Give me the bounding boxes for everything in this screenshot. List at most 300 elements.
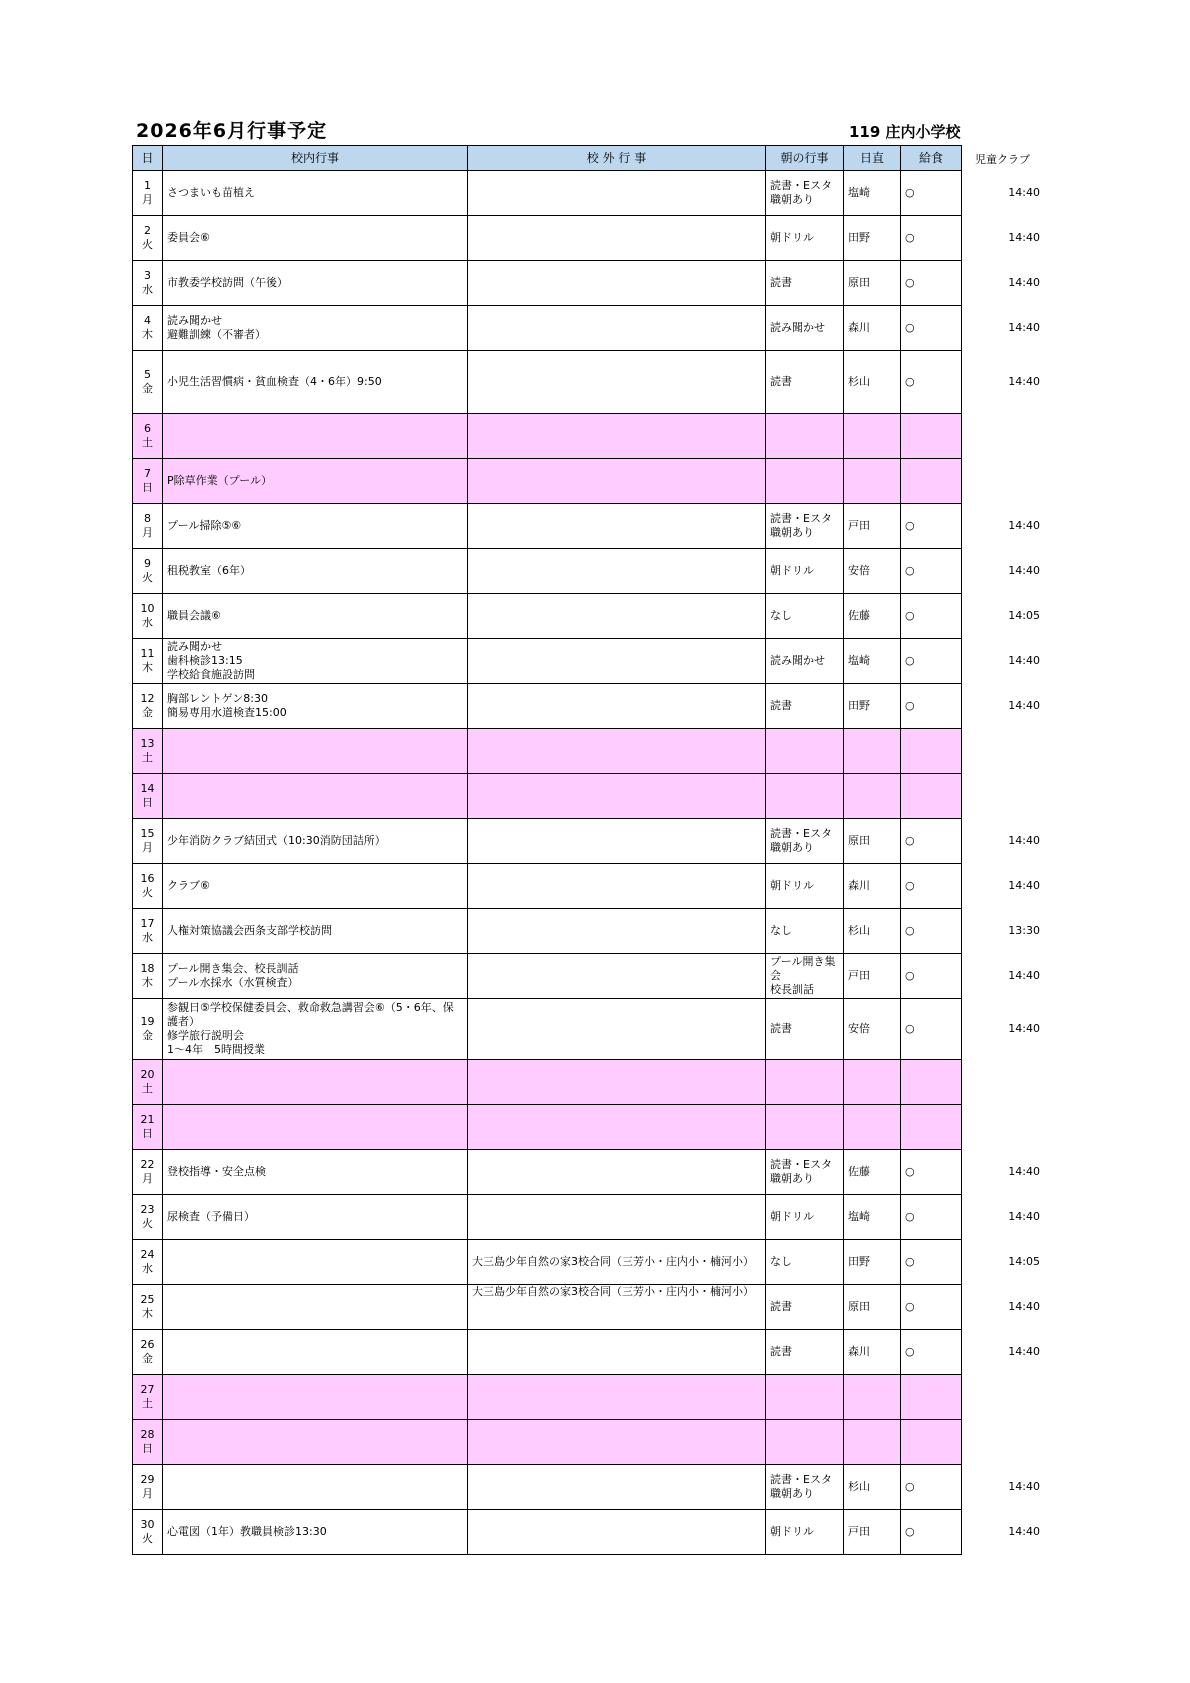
out-school-event [468, 1375, 766, 1420]
morning-activity: 読書 [766, 261, 844, 306]
weekday: 土 [142, 1397, 153, 1410]
table-row [133, 909, 962, 954]
morning-activity [766, 459, 844, 504]
morning-activity: 読み聞かせ [766, 306, 844, 351]
duty-teacher: 森川 [844, 306, 901, 351]
day-number: 27 [140, 1383, 155, 1396]
weekday: 火 [142, 886, 153, 899]
table-row [133, 774, 962, 819]
day-number: 11 [140, 647, 155, 660]
lunch-mark: ○ [901, 216, 962, 261]
out-school-event [468, 1510, 766, 1555]
club-time: 13:30 [1008, 923, 1040, 937]
weekday: 水 [142, 283, 153, 296]
weekday: 火 [142, 1217, 153, 1230]
out-school-event [468, 459, 766, 504]
day-number: 14 [140, 782, 155, 795]
lunch-mark [901, 729, 962, 774]
table-row [133, 729, 962, 774]
day-number: 13 [140, 737, 155, 750]
duty-teacher: 田野 [844, 1240, 901, 1285]
lunch-mark [901, 414, 962, 459]
club-time: 14:40 [1008, 1209, 1040, 1223]
day-cell [133, 954, 163, 999]
lunch-mark: ○ [901, 684, 962, 729]
duty-teacher: 佐藤 [844, 594, 901, 639]
morning-activity: 読書 [766, 999, 844, 1060]
duty-teacher: 森川 [844, 864, 901, 909]
day-cell [133, 1510, 163, 1555]
table-row [133, 999, 962, 1060]
weekday: 火 [142, 1532, 153, 1545]
in-school-event: 委員会⑥ [163, 216, 468, 261]
day-cell [133, 1285, 163, 1330]
duty-teacher: 原田 [844, 261, 901, 306]
weekday: 火 [142, 238, 153, 251]
lunch-mark [901, 1105, 962, 1150]
in-school-event [163, 1105, 468, 1150]
lunch-mark: ○ [901, 504, 962, 549]
day-cell [133, 171, 163, 216]
day-number: 2 [144, 224, 151, 237]
in-school-event: 職員会議⑥ [163, 594, 468, 639]
day-number: 3 [144, 269, 151, 282]
out-school-event [468, 819, 766, 864]
duty-teacher: 安倍 [844, 999, 901, 1060]
morning-activity: プール開き集会 校長訓話 [766, 954, 844, 999]
day-number: 9 [144, 557, 151, 570]
club-time: 14:40 [1008, 1021, 1040, 1035]
day-number: 15 [140, 827, 155, 840]
morning-activity [766, 1060, 844, 1105]
table-row [133, 171, 962, 216]
duty-teacher [844, 1375, 901, 1420]
weekday: 金 [142, 382, 153, 395]
day-number: 4 [144, 314, 151, 327]
weekday: 木 [142, 976, 153, 989]
out-school-event [468, 1195, 766, 1240]
day-number: 24 [140, 1248, 155, 1261]
morning-activity [766, 414, 844, 459]
table-row [133, 1420, 962, 1465]
in-school-event: 読み聞かせ 避難訓練（不審者） [163, 306, 468, 351]
day-number: 5 [144, 368, 151, 381]
in-school-event: プール開き集会、校長訓話 プール水採水（水質検査） [163, 954, 468, 999]
lunch-mark: ○ [901, 1285, 962, 1330]
day-number: 28 [140, 1428, 155, 1441]
out-school-event: 大三島少年自然の家3校合同（三芳小・庄内小・楠河小） [468, 1285, 766, 1330]
table-row [133, 504, 962, 549]
day-cell [133, 504, 163, 549]
day-cell [133, 864, 163, 909]
table-row [133, 1465, 962, 1510]
morning-activity: 読書・Eスタ 職朝あり [766, 171, 844, 216]
schedule-body [133, 171, 962, 1555]
header-out-school: 校 外 行 事 [468, 146, 766, 171]
table-row [133, 864, 962, 909]
lunch-mark: ○ [901, 1240, 962, 1285]
duty-teacher [844, 414, 901, 459]
day-number: 19 [140, 1015, 155, 1028]
weekday: 日 [142, 796, 153, 809]
weekday: 土 [142, 436, 153, 449]
club-time: 14:40 [1008, 275, 1040, 289]
day-cell [133, 549, 163, 594]
table-row [133, 1105, 962, 1150]
out-school-event [468, 639, 766, 684]
lunch-mark: ○ [901, 594, 962, 639]
in-school-event [163, 1465, 468, 1510]
table-row [133, 1285, 962, 1330]
club-time: 14:40 [1008, 698, 1040, 712]
table-row [133, 1375, 962, 1420]
morning-activity: 読み聞かせ [766, 639, 844, 684]
table-row [133, 1060, 962, 1105]
club-time: 14:40 [1008, 968, 1040, 982]
table-header-row [133, 146, 962, 171]
lunch-mark: ○ [901, 909, 962, 954]
morning-activity: 読書 [766, 684, 844, 729]
in-school-event [163, 1330, 468, 1375]
lunch-mark: ○ [901, 351, 962, 414]
day-number: 10 [140, 602, 155, 615]
duty-teacher: 塩崎 [844, 1195, 901, 1240]
weekday: 月 [142, 1487, 153, 1500]
club-time: 14:40 [1008, 185, 1040, 199]
table-row [133, 459, 962, 504]
lunch-mark: ○ [901, 306, 962, 351]
weekday: 日 [142, 481, 153, 494]
club-time: 14:40 [1008, 833, 1040, 847]
club-time: 14:40 [1008, 563, 1040, 577]
in-school-event: 胸部レントゲン8:30 簡易専用水道検査15:00 [163, 684, 468, 729]
in-school-event [163, 1285, 468, 1330]
lunch-mark [901, 459, 962, 504]
in-school-event: 租税教室（6年） [163, 549, 468, 594]
morning-activity: 朝ドリル [766, 1195, 844, 1240]
weekday: 月 [142, 1172, 153, 1185]
duty-teacher: 杉山 [844, 909, 901, 954]
weekday: 火 [142, 571, 153, 584]
lunch-mark: ○ [901, 639, 962, 684]
out-school-event [468, 1420, 766, 1465]
duty-teacher: 安倍 [844, 549, 901, 594]
morning-activity: 読書 [766, 351, 844, 414]
out-school-event [468, 1150, 766, 1195]
day-cell [133, 351, 163, 414]
weekday: 土 [142, 1082, 153, 1095]
weekday: 月 [142, 841, 153, 854]
lunch-mark [901, 1375, 962, 1420]
weekday: 金 [142, 1352, 153, 1365]
lunch-mark: ○ [901, 1195, 962, 1240]
in-school-event: 小児生活習慣病・貧血検査（4・6年）9:50 [163, 351, 468, 414]
day-cell [133, 999, 163, 1060]
out-school-event [468, 999, 766, 1060]
day-number: 1 [144, 179, 151, 192]
club-time: 14:05 [1008, 1254, 1040, 1268]
day-number: 25 [140, 1293, 155, 1306]
lunch-mark [901, 1060, 962, 1105]
table-row [133, 684, 962, 729]
in-school-event: さつまいも苗植え [163, 171, 468, 216]
out-school-event [468, 1105, 766, 1150]
weekday: 土 [142, 751, 153, 764]
day-number: 12 [140, 692, 155, 705]
duty-teacher: 戸田 [844, 504, 901, 549]
duty-teacher: 佐藤 [844, 1150, 901, 1195]
day-cell [133, 684, 163, 729]
day-number: 21 [140, 1113, 155, 1126]
out-school-event [468, 954, 766, 999]
day-cell [133, 594, 163, 639]
header-day: 日 [133, 146, 163, 171]
morning-activity: なし [766, 909, 844, 954]
day-cell [133, 1195, 163, 1240]
morning-activity: 読書・Eスタ 職朝あり [766, 504, 844, 549]
lunch-mark: ○ [901, 549, 962, 594]
day-cell [133, 216, 163, 261]
weekday: 月 [142, 193, 153, 206]
out-school-event [468, 864, 766, 909]
morning-activity [766, 1420, 844, 1465]
duty-teacher: 戸田 [844, 954, 901, 999]
morning-activity: 朝ドリル [766, 549, 844, 594]
duty-teacher: 田野 [844, 684, 901, 729]
weekday: 日 [142, 1127, 153, 1140]
day-number: 26 [140, 1338, 155, 1351]
morning-activity: 朝ドリル [766, 1510, 844, 1555]
table-row [133, 819, 962, 864]
out-school-event [468, 594, 766, 639]
lunch-mark: ○ [901, 1510, 962, 1555]
day-cell [133, 459, 163, 504]
lunch-mark [901, 1420, 962, 1465]
day-number: 29 [140, 1473, 155, 1486]
header-duty: 日直 [844, 146, 901, 171]
duty-teacher: 戸田 [844, 1510, 901, 1555]
in-school-event: 尿検査（予備日） [163, 1195, 468, 1240]
day-cell [133, 1330, 163, 1375]
table-row [133, 954, 962, 999]
day-number: 7 [144, 467, 151, 480]
out-school-event [468, 909, 766, 954]
page-title: 2026年6月行事予定 [136, 120, 328, 142]
out-school-event [468, 216, 766, 261]
table-row [133, 351, 962, 414]
in-school-event [163, 1240, 468, 1285]
out-school-event [468, 729, 766, 774]
in-school-event [163, 774, 468, 819]
lunch-mark: ○ [901, 171, 962, 216]
out-school-event [468, 684, 766, 729]
club-time: 14:40 [1008, 653, 1040, 667]
morning-activity: 朝ドリル [766, 864, 844, 909]
duty-teacher: 田野 [844, 216, 901, 261]
morning-activity: なし [766, 594, 844, 639]
club-time: 14:40 [1008, 1524, 1040, 1538]
day-cell [133, 639, 163, 684]
lunch-mark: ○ [901, 819, 962, 864]
weekday: 日 [142, 1442, 153, 1455]
out-school-event [468, 171, 766, 216]
duty-teacher [844, 774, 901, 819]
day-cell [133, 1375, 163, 1420]
duty-teacher [844, 1105, 901, 1150]
day-number: 18 [140, 962, 155, 975]
lunch-mark: ○ [901, 261, 962, 306]
out-school-event [468, 774, 766, 819]
weekday: 水 [142, 616, 153, 629]
club-time: 14:40 [1008, 374, 1040, 388]
day-cell [133, 414, 163, 459]
in-school-event [163, 729, 468, 774]
out-school-event [468, 504, 766, 549]
weekday: 木 [142, 661, 153, 674]
header-lunch: 給食 [901, 146, 962, 171]
club-column-header: 児童クラブ [975, 153, 1030, 166]
duty-teacher: 森川 [844, 1330, 901, 1375]
header-morning: 朝の行事 [766, 146, 844, 171]
in-school-event: クラブ⑥ [163, 864, 468, 909]
weekday: 木 [142, 328, 153, 341]
table-row [133, 306, 962, 351]
duty-teacher: 杉山 [844, 1465, 901, 1510]
day-cell [133, 1465, 163, 1510]
day-cell [133, 1060, 163, 1105]
day-number: 20 [140, 1068, 155, 1081]
duty-teacher: 原田 [844, 1285, 901, 1330]
table-row [133, 639, 962, 684]
morning-activity: 読書 [766, 1330, 844, 1375]
morning-activity: 読書・Eスタ 職朝あり [766, 819, 844, 864]
duty-teacher: 原田 [844, 819, 901, 864]
morning-activity [766, 1375, 844, 1420]
lunch-mark: ○ [901, 999, 962, 1060]
out-school-event [468, 1330, 766, 1375]
schedule-table [132, 145, 962, 1555]
morning-activity: 読書・Eスタ 職朝あり [766, 1465, 844, 1510]
lunch-mark: ○ [901, 1150, 962, 1195]
lunch-mark: ○ [901, 954, 962, 999]
in-school-event: 参観日⑤学校保健委員会、救命救急講習会⑥（5・6年、保護者） 修学旅行説明会 1～4年 5時間授業 [163, 999, 468, 1060]
weekday: 木 [142, 1307, 153, 1320]
in-school-event: 少年消防クラブ結団式（10:30消防団詰所） [163, 819, 468, 864]
table-row [133, 594, 962, 639]
morning-activity [766, 729, 844, 774]
duty-teacher: 塩崎 [844, 171, 901, 216]
out-school-event [468, 414, 766, 459]
table-row [133, 1150, 962, 1195]
club-time: 14:40 [1008, 1164, 1040, 1178]
duty-teacher: 杉山 [844, 351, 901, 414]
in-school-event: 市教委学校訪問（午後） [163, 261, 468, 306]
weekday: 金 [142, 1029, 153, 1042]
lunch-mark: ○ [901, 1465, 962, 1510]
out-school-event [468, 351, 766, 414]
in-school-event: プール掃除⑤⑥ [163, 504, 468, 549]
club-time: 14:40 [1008, 320, 1040, 334]
club-time: 14:40 [1008, 518, 1040, 532]
day-cell [133, 774, 163, 819]
day-cell [133, 1105, 163, 1150]
duty-teacher [844, 459, 901, 504]
club-time: 14:05 [1008, 608, 1040, 622]
table-row [133, 1195, 962, 1240]
weekday: 月 [142, 526, 153, 539]
out-school-event [468, 306, 766, 351]
day-number: 17 [140, 917, 155, 930]
in-school-event [163, 1420, 468, 1465]
out-school-event [468, 1465, 766, 1510]
duty-teacher [844, 729, 901, 774]
table-row [133, 549, 962, 594]
day-cell [133, 729, 163, 774]
in-school-event: 人権対策協議会西条支部学校訪問 [163, 909, 468, 954]
in-school-event: 登校指導・安全点検 [163, 1150, 468, 1195]
day-cell [133, 306, 163, 351]
morning-activity: 読書・Eスタ 職朝あり [766, 1150, 844, 1195]
club-time: 14:40 [1008, 1479, 1040, 1493]
duty-teacher: 塩崎 [844, 639, 901, 684]
day-number: 22 [140, 1158, 155, 1171]
header-in-school: 校内行事 [163, 146, 468, 171]
in-school-event [163, 414, 468, 459]
table-row [133, 414, 962, 459]
lunch-mark: ○ [901, 864, 962, 909]
morning-activity [766, 1105, 844, 1150]
lunch-mark: ○ [901, 1330, 962, 1375]
out-school-event: 大三島少年自然の家3校合同（三芳小・庄内小・楠河小） [468, 1240, 766, 1285]
out-school-event [468, 1060, 766, 1105]
day-cell [133, 819, 163, 864]
table-row [133, 261, 962, 306]
weekday: 金 [142, 706, 153, 719]
day-cell [133, 909, 163, 954]
day-cell [133, 1420, 163, 1465]
day-number: 23 [140, 1203, 155, 1216]
table-row [133, 1240, 962, 1285]
table-row [133, 1510, 962, 1555]
in-school-event [163, 1375, 468, 1420]
day-cell [133, 261, 163, 306]
in-school-event: 心電図（1年）教職員検診13:30 [163, 1510, 468, 1555]
club-time: 14:40 [1008, 230, 1040, 244]
day-cell [133, 1240, 163, 1285]
day-number: 6 [144, 422, 151, 435]
table-row [133, 216, 962, 261]
day-cell [133, 1150, 163, 1195]
club-time: 14:40 [1008, 878, 1040, 892]
club-time: 14:40 [1008, 1344, 1040, 1358]
morning-activity: なし [766, 1240, 844, 1285]
weekday: 水 [142, 931, 153, 944]
morning-activity: 読書 [766, 1285, 844, 1330]
in-school-event [163, 1060, 468, 1105]
duty-teacher [844, 1420, 901, 1465]
duty-teacher [844, 1060, 901, 1105]
lunch-mark [901, 774, 962, 819]
out-school-event [468, 549, 766, 594]
club-time: 14:40 [1008, 1299, 1040, 1313]
out-school-event [468, 261, 766, 306]
day-number: 16 [140, 872, 155, 885]
morning-activity [766, 774, 844, 819]
school-name: 119 庄内小学校 [849, 123, 961, 141]
table-row [133, 1330, 962, 1375]
day-number: 8 [144, 512, 151, 525]
morning-activity: 朝ドリル [766, 216, 844, 261]
